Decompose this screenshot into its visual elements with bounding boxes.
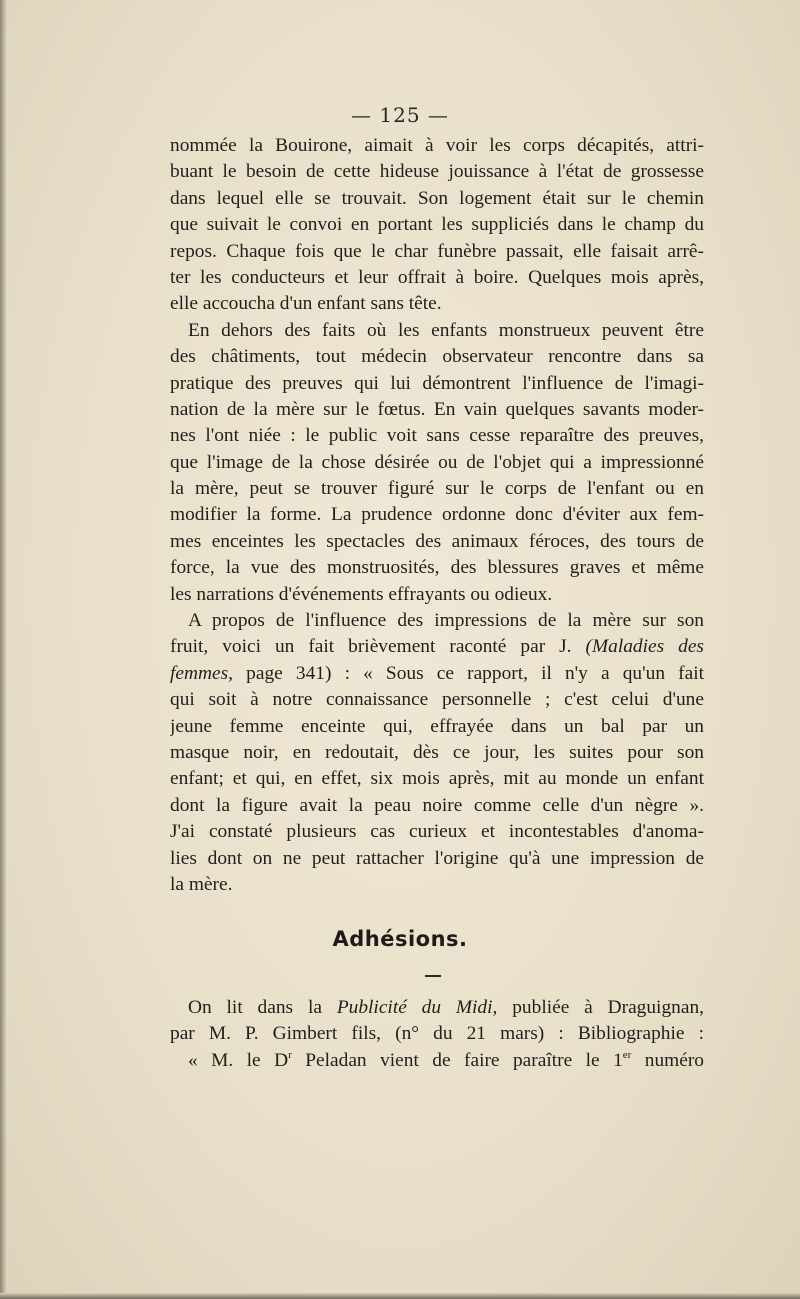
text-line: que suivait le convoi en portant les suppliciés dans le champ du	[170, 214, 704, 236]
text-fragment: numéro	[631, 1049, 704, 1071]
section-text	[170, 995, 704, 1074]
text-line: nes l'ont niée : le public voit sans cesse reparaître des preuves,	[170, 425, 704, 447]
text-line: J'ai constaté plusieurs cas curieux et incontestables d'anoma-	[170, 821, 704, 843]
text-line: elle accoucha d'un enfant sans tête.	[170, 293, 442, 315]
text-line: modifier la forme. La prudence ordonne donc d'éviter aux fem-	[170, 504, 704, 526]
text-fragment: « M. le D	[188, 1049, 289, 1071]
text-line: par M. P. Gimbert fils, (n° du 21 mars) : Bibliographie :	[170, 1023, 704, 1045]
citation-title: femmes,	[170, 662, 234, 684]
text-line: jeune femme enceinte qui, effrayée dans un bal par un	[170, 715, 704, 737]
text-fragment: On lit dans la	[188, 997, 322, 1018]
body-text	[170, 133, 704, 898]
text-line: En dehors des faits où les enfants monstrueux peuvent être	[188, 319, 704, 341]
text-line: la mère.	[170, 873, 233, 895]
citation-intro: fruit, voici un fait brièvement raconté par J.	[170, 636, 572, 658]
text-fragment: , publiée à Draguignan,	[492, 997, 704, 1018]
text-line: pratique des preuves qui lui démontrent l'influence de l'imagi-	[170, 372, 704, 394]
citation-continuation: page 341) : « Sous ce rapport, il n'y a qu'un fait	[246, 662, 704, 684]
superscript: er	[622, 1048, 632, 1061]
text-line: enfant; et qui, en effet, six mois après, mit au monde un enfant	[170, 768, 704, 790]
text-line-with-citation	[170, 661, 704, 687]
text-line-with-citation	[170, 634, 704, 660]
page-bottom-edge	[0, 1293, 800, 1299]
text-line: force, la vue des monstruosités, des blessures graves et même	[170, 557, 704, 579]
section-heading: Adhésions.	[332, 927, 468, 951]
text-line: repos. Chaque fois que le char funèbre passait, elle faisait arrê-	[170, 240, 704, 262]
text-line	[170, 995, 704, 1021]
text-line: qui soit à notre connaissance personnelle ; c'est celui d'une	[170, 689, 704, 711]
page-number: — 125 —	[351, 103, 449, 127]
text-line: nation de la mère sur le fœtus. En vain quelques savants moder-	[170, 398, 704, 420]
text-line: la mère, peut se trouver figuré sur le corps de l'enfant ou en	[170, 478, 704, 500]
text-line: A propos de l'influence des impressions de la mère sur son	[188, 610, 704, 632]
text-line: des châtiments, tout médecin observateur rencontre dans sa	[170, 346, 704, 368]
page-binding-edge	[0, 0, 6, 1299]
text-line: dans lequel elle se trouvait. Son logement était sur le chemin	[170, 187, 704, 209]
superscript: r	[288, 1048, 292, 1061]
text-line: lies dont on ne peut rattacher l'origine qu'à une impression de	[170, 847, 704, 869]
newspaper-title: Publicité du Midi	[336, 997, 493, 1018]
text-line: dont la figure avait la peau noire comme celle d'un nègre ».	[170, 794, 704, 816]
text-line: masque noir, en redoutait, dès ce jour, les suites pour son	[170, 741, 704, 763]
text-line: buant le besoin de cette hideuse jouissance à l'état de grossesse	[170, 161, 704, 183]
text-fragment: Peladan vient de faire paraître le 1	[291, 1049, 623, 1071]
text-line: que l'image de la chose désirée ou de l'objet qui a impressionné	[170, 451, 704, 473]
citation-title: (Maladies des	[585, 636, 704, 658]
text-line: mes enceintes les spectacles des animaux féroces, des tours de	[170, 530, 704, 552]
section-rule	[425, 975, 441, 977]
text-line: les narrations d'événements effrayants ou odieux.	[170, 583, 553, 605]
text-line	[170, 1048, 704, 1074]
text-line: nommée la Bouirone, aimait à voir les corps décapités, attri-	[170, 135, 704, 156]
text-line: ter les conducteurs et leur offrait à boire. Quelques mois après,	[170, 266, 704, 288]
